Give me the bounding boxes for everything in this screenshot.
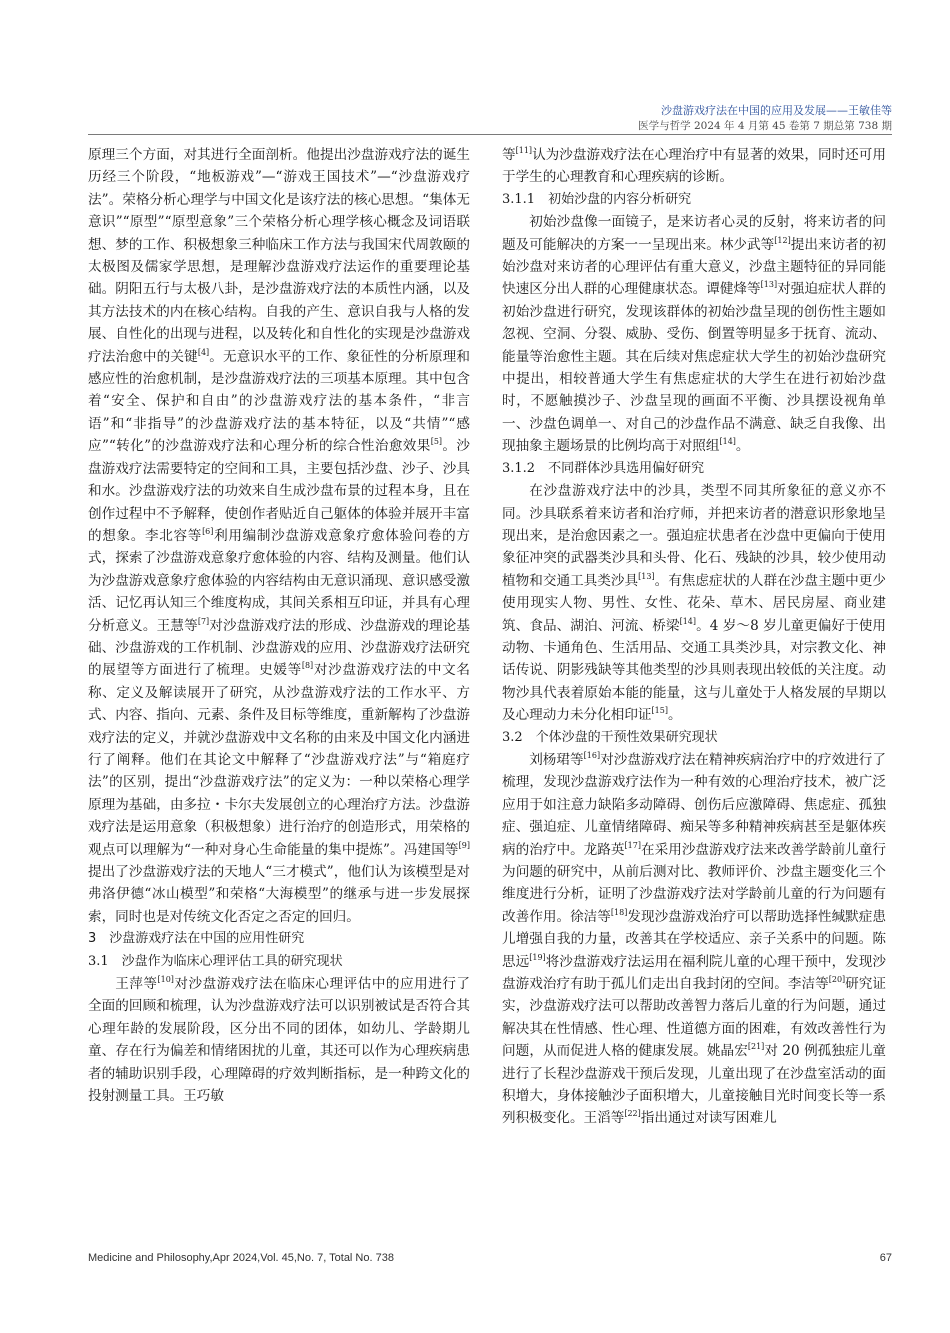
citation[interactable]: [11]: [515, 146, 533, 155]
citation[interactable]: [21]: [747, 1042, 765, 1052]
paragraph: 原理三个方面，对其进行全面剖析。他提出沙盘游戏疗法的诞生历经三个阶段，“地板游戏”—“游戏王国技术”—“沙盘游戏疗法”。荣格分析心理学与中国文化是该疗法的核心思想。“集体无意识”“原型”“原型意象”三个荣格分析心理学核心概念及词语联想、梦的工作、积极想象三种临床工作方法与我国宋代周敦颐的太极图及儒家学思想，是理解沙盘游戏疗法运作的重要理论基础。阴阳五行与太极八卦，是沙盘游戏疗法的本质性内涵，以及其方法技术的内在核心结构。自我的产生、意识自我与人格的发展、自性化的出现与进程，以及转化和自性化的实现是沙盘游戏疗法治愈中的关键[4]。无意识水平的工作、象征性的分析原理和感应性的治愈机制，是沙盘游戏疗法的三项基本原理。其中包含着“安全、保护和自由”的沙盘游戏疗法的基本条件，“非言语”和“非指导”的沙盘游戏疗法的基本特征，以及“共情”“感应”“转化”的沙盘游戏疗法和心理分析的综合性治愈效果[5]。沙盘游戏疗法需要特定的空间和工具，主要包括沙盘、沙子、沙具和水。沙盘游戏疗法的功效来自生成沙盘布景的过程本身，且在创作过程中不予解释，使创作者贴近自己躯体的体验并展开丰富的想象。李北容等[6]利用编制沙盘游戏意象疗愈体验问卷的方式，探索了沙盘游戏意象疗愈体验的内容、结构及测量。他们认为沙盘游戏意象疗愈体验的内容结构由无意识涌现、意识感受激活、记忆再认知三个维度构成，其间关系相互印证，并具有心理分析意义。王慧等[7]对沙盘游戏疗法的形成、沙盘游戏的理论基础、沙盘游戏的工作机制、沙盘游戏的应用、沙盘游戏疗法研究的展望等方面进行了梳理。史媛等[8]对沙盘游戏疗法的中文名称、定义及解读展开了研究，从沙盘游戏疗法的工作水平、方式、内容、指向、元素、条件及目标等维度，重新解构了沙盘游戏疗法的定义，并就沙盘游戏中文名称的由来及中国文化内涵进行了阐释。他们在其论文中解释了“沙盘游戏疗法”与“箱庭疗法”的区别，提出“沙盘游戏疗法”的定义为：一种以荣格心理学原理为基础，由多拉・卡尔夫发展创立的心理治疗方法。沙盘游戏疗法是运用意象（积极想象）进行治疗的创造形式，用荣格的观点可以理解为“一种对身心生命能量的集中提炼”。冯建国等[9]提出了沙盘游戏疗法的天地人“三才模式”，他们认为该模型是对弗洛伊德“冰山模型”和荣格“大海模型”的继承与进一步发展探索，同时也是对传统文化否定之否定的回归。: [88, 147, 471, 925]
citation[interactable]: [22]: [624, 1109, 641, 1119]
citation[interactable]: [19]: [529, 952, 546, 962]
citation[interactable]: [13]: [760, 280, 778, 290]
citation[interactable]: [20]: [828, 975, 846, 985]
subsection-heading: 3.2 个体沙盘的干预性效果研究现状: [502, 729, 718, 745]
citation[interactable]: [16]: [583, 750, 601, 760]
citation[interactable]: [15]: [651, 706, 668, 716]
page-number: 67: [879, 1252, 892, 1264]
citation[interactable]: [5]: [430, 437, 443, 447]
citation[interactable]: [10]: [157, 975, 174, 985]
right-column: [502, 144, 886, 1130]
citation[interactable]: [6]: [202, 526, 214, 536]
running-title: 沙盘游戏疗法在中国的应用及发展——王敏佳等: [661, 104, 892, 117]
paragraph: 王萍等[10]对沙盘游戏疗法在临床心理评估中的应用进行了全面的回顾和梳理，认为沙盘游戏疗法可以识别被试是否符合其心理年龄的发展阶段，区分出不同的团体，如幼儿、学龄期儿童、存在行为偏差和情绪困扰的儿童，其还可以作为心理疾病患者的辅助识别手段，心理障碍的疗效判断指标，是一种跨文化的投射测量工具。王巧敏: [88, 975, 471, 1105]
left-column: [88, 144, 470, 1107]
paragraph: 刘杨珺等[16]对沙盘游戏疗法在精神疾病治疗中的疗效进行了梳理，发现沙盘游戏疗法作为一种有效的心理治疗技术，被广泛应用于如注意力缺陷多动障碍、创伤后应激障碍、焦虑症、孤独症、强迫症、儿童情绪障碍、痴呆等多种精神疾病甚至是躯体疾病的治疗中。龙路英[17]在采用沙盘游戏疗法来改善学龄前儿童行为问题的研究中，从前后测对比、教师评价、沙盘主题变化三个维度进行分析，证明了沙盘游戏疗法对学龄前儿童的行为问题有改善作用。徐洁等[18]发现沙盘游戏治疗可以帮助选择性缄默症患儿增强自我的力量，改善其在学校适应、亲子关系中的问题。陈思远[19]将沙盘游戏疗法运用在福利院儿童的心理干预中，发现沙盘游戏治疗有助于孤儿们走出自我封闭的空间。李洁等[20]研究证实，沙盘游戏疗法可以帮助改善智力落后儿童的行为问题，通过解决其在性情感、性心理、性道德方面的困难，有效改善性行为问题，从而促进人格的健康发展。姚晶宏[21]对 20 例孤独症儿童进行了长程沙盘游戏干预后发现，儿童出现了在沙盘室活动的面积增大，身体接触沙子面积增大，儿童接触目光时间变长等一系列积极变化。王滔等[22]指出通过对读写困难儿: [502, 750, 887, 1127]
footer-journal-info: Medicine and Philosophy,Apr 2024,Vol. 45,No. 7, Total No. 738: [88, 1252, 394, 1264]
header-divider: [88, 134, 892, 135]
paragraph: 初始沙盘像一面镜子，是来访者心灵的反射，将来访者的问题及可能解决的方案一一呈现出来。林少武等[12]提出来访者的初始沙盘对来访者的心理评估有重大意义，沙盘主题特征的异同能快速区分出人群的心理健康状态。谭健烽等[13]对强迫症状人群的初始沙盘进行研究，发现该群体的初始沙盘呈现的创伤性主题如忽视、空洞、分裂、威胁、受伤、倒置等明显多于抚育、流动、能量等治愈性主题。其在后续对焦虑症状大学生的初始沙盘研究中提出，相较普通大学生有焦虑症状的大学生在进行初始沙盘时，不愿触摸沙子、沙盘呈现的画面不平衡、沙具摆设视角单一、沙盘色调单一、对自己的沙盘作品不满意、缺乏自我像、出现抽象主题场景的比例均高于对照组[14]。: [502, 214, 887, 455]
citation[interactable]: [14]: [679, 616, 696, 626]
journal-issue-info: 医学与哲学 2024 年 4 月第 45 卷第 7 期总第 738 期: [638, 120, 892, 132]
paragraph: 在沙盘游戏疗法中的沙具，类型不同其所象征的意义亦不同。沙具联系着来访者和治疗师，并把来访者的潜意识形象地呈现出来，是治愈因素之一。强迫症状患者在沙盘中更偏向于使用象征冲突的武器类沙具和头骨、化石、残缺的沙具，较少使用动植物和交通工具类沙具[13]。有焦虑症状的人群在沙盘主题中更少使用现实人物、男性、女性、花朵、草木、居民房屋、商业建筑、食品、湖泊、河流、桥梁[14]。4 岁～8 岁儿童更偏好于使用动物、卡通角色、生活用品、交通工具类沙具，对宗教文化、神话传说、阴影残缺等其他类型的沙具则表现出较低的关注度。动物沙具代表着原始本能的能量，这与儿童处于人格发展的早期以及心理动力未分化相印证[15]。: [502, 483, 886, 724]
citation[interactable]: [4]: [197, 347, 210, 357]
citation[interactable]: [14]: [719, 437, 736, 447]
citation[interactable]: [12]: [774, 235, 791, 245]
citation[interactable]: [13]: [638, 571, 655, 581]
citation[interactable]: [9]: [458, 840, 470, 850]
citation[interactable]: [18]: [610, 907, 628, 917]
citation[interactable]: [8]: [301, 661, 314, 671]
paragraph: 等[11]认为沙盘游戏疗法在心理治疗中有显著的效果，同时还可用于学生的心理教育和心理疾病的诊断。: [502, 146, 887, 186]
subsection-heading: 3.1.1 初始沙盘的内容分析研究: [502, 191, 692, 207]
subsection-heading: 3.1 沙盘作为临床心理评估工具的研究现状: [88, 953, 343, 969]
section-heading: 3 沙盘游戏疗法在中国的应用性研究: [88, 931, 305, 947]
citation[interactable]: [7]: [197, 616, 210, 626]
citation[interactable]: [17]: [624, 840, 641, 850]
subsection-heading: 3.1.2 不同群体沙具选用偏好研究: [502, 460, 705, 476]
